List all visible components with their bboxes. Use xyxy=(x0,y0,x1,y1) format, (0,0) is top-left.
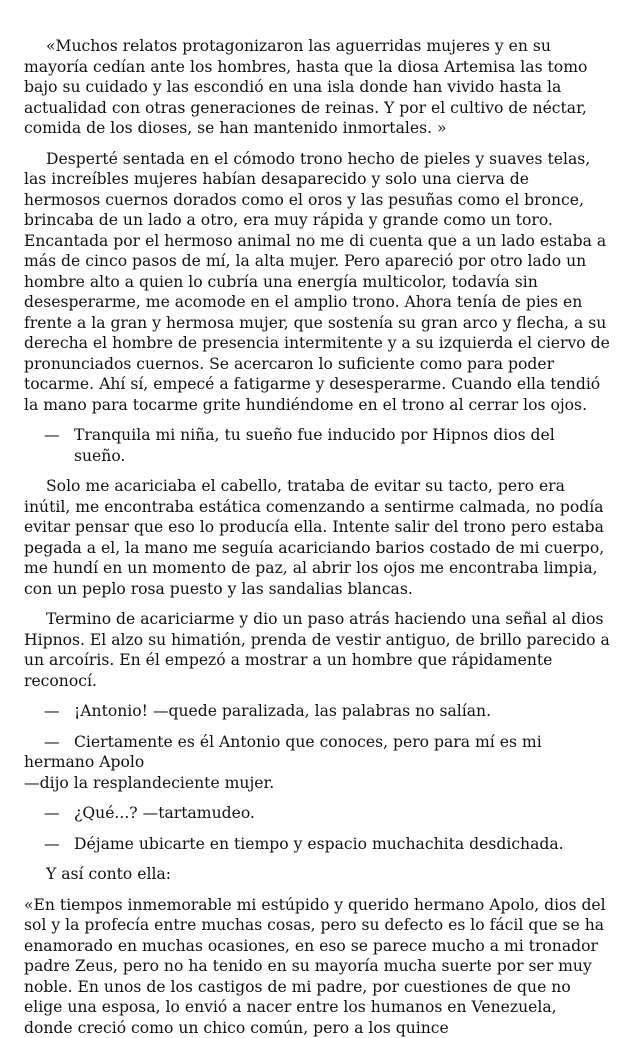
dialog-text: Tranquila mi niña, tu sueño fue inducido por Hipnos dios del sueño. xyxy=(74,425,610,466)
paragraph-awakening: Desperté sentada en el cómodo trono hecho de pieles y suaves telas, las increíbles mujeres habían desaparecido y solo una cierva de hermosos cuernos dorados como el oros y las pesuñas como el bronce, brincaba de un lado a otro, era muy rápida y grande como un toro. Encantada por el hermoso animal no me di cuenta que a un lado estaba a más de cinco pasos de mí, la alta mujer. Pero apareció por otro lado un hombre alto a quien lo cubría una energía multicolor, todavía sin desesperarme, me acomode en el amplio trono. Ahora tenía de pies en frente a la gran y hermosa mujer, que sostenía su gran arco y flecha, a su derecha el hombre de presencia intermitente y a su izquierda el ciervo de pronunciados cuernos. Se acercaron lo suficiente como para poder tocarme. Ahí sí, empecé a fatigarme y desesperarme. Cuando ella tendió la mano para tocarme grite hundiéndome en el trono al cerrar los ojos. xyxy=(24,149,610,416)
paragraph-artemisa-legend: «Muchos relatos protagonizaron las aguerridas mujeres y en su mayoría cedían ante los hombres, hasta que la diosa Artemisa las tomo bajo su cuidado y las escondió en una isla donde han vivido hasta la actualidad con otras generaciones de reinas. Y por el cultivo de néctar, comida de los dioses, se han mantenido inmortales. » xyxy=(24,36,610,139)
dialog-dash: — xyxy=(24,701,74,722)
dialog-dash: — xyxy=(24,732,74,753)
dialog-text-continued: —dijo la resplandeciente mujer. xyxy=(24,774,274,792)
dialog-line-que xyxy=(24,803,610,824)
dialog-dash: — xyxy=(24,834,74,855)
dialog-line-apolo xyxy=(24,732,610,794)
dialog-line-tranquila xyxy=(24,425,610,466)
paragraph-hipnos: Termino de acariciarme y dio un paso atrás haciendo una señal al dios Hipnos. El alzo su himatión, prenda de vestir antiguo, de brillo parecido a un arcoíris. En él empezó a mostrar a un hombre que rápidamente reconocí. xyxy=(24,609,610,691)
paragraph-apolo-story: «En tiempos inmemorable mi estúpido y querido hermano Apolo, dios del sol y la profecía entre muchas cosas, pero su defecto es lo fácil que se ha enamorado en muchas ocasiones, en eso se parece mucho a mi tronador padre Zeus, pero no ha tenido en su mayoría mucha suerte por ser muy noble. En unos de los castigos de mi padre, por cuestiones de que no elige una esposa, lo envió a nacer entre los humanos en Venezuela, donde creció como un chico común, pero a los quince xyxy=(24,895,610,1038)
paragraph-asi-conto: Y así conto ella: xyxy=(24,864,610,885)
dialog-line-antonio xyxy=(24,701,610,722)
dialog-text: ¡Antonio! —quede paralizada, las palabras no salían. xyxy=(74,701,610,722)
dialog-line-dejame xyxy=(24,834,610,855)
paragraph-caress: Solo me acariciaba el cabello, trataba de evitar su tacto, pero era inútil, me encontraba estática comenzando a sentirme calmada, no podía evitar pensar que eso lo producía ella. Intente salir del trono pero estaba pegada a el, la mano me seguía acariciando barios costado de mi cuerpo, me hundí en un momento de paz, al abrir los ojos me encontraba limpia, con un peplo rosa puesto y las sandalias blancas. xyxy=(24,476,610,599)
dialog-text: ¿Qué...? —tartamudeo. xyxy=(74,803,610,824)
dialog-text: Ciertamente es él Antonio que conoces, pero para mí es mi hermano Apolo xyxy=(24,733,542,772)
dialog-dash: — xyxy=(24,803,74,824)
dialog-text: Déjame ubicarte en tiempo y espacio muchachita desdichada. xyxy=(74,834,610,855)
dialog-dash: — xyxy=(24,425,74,466)
